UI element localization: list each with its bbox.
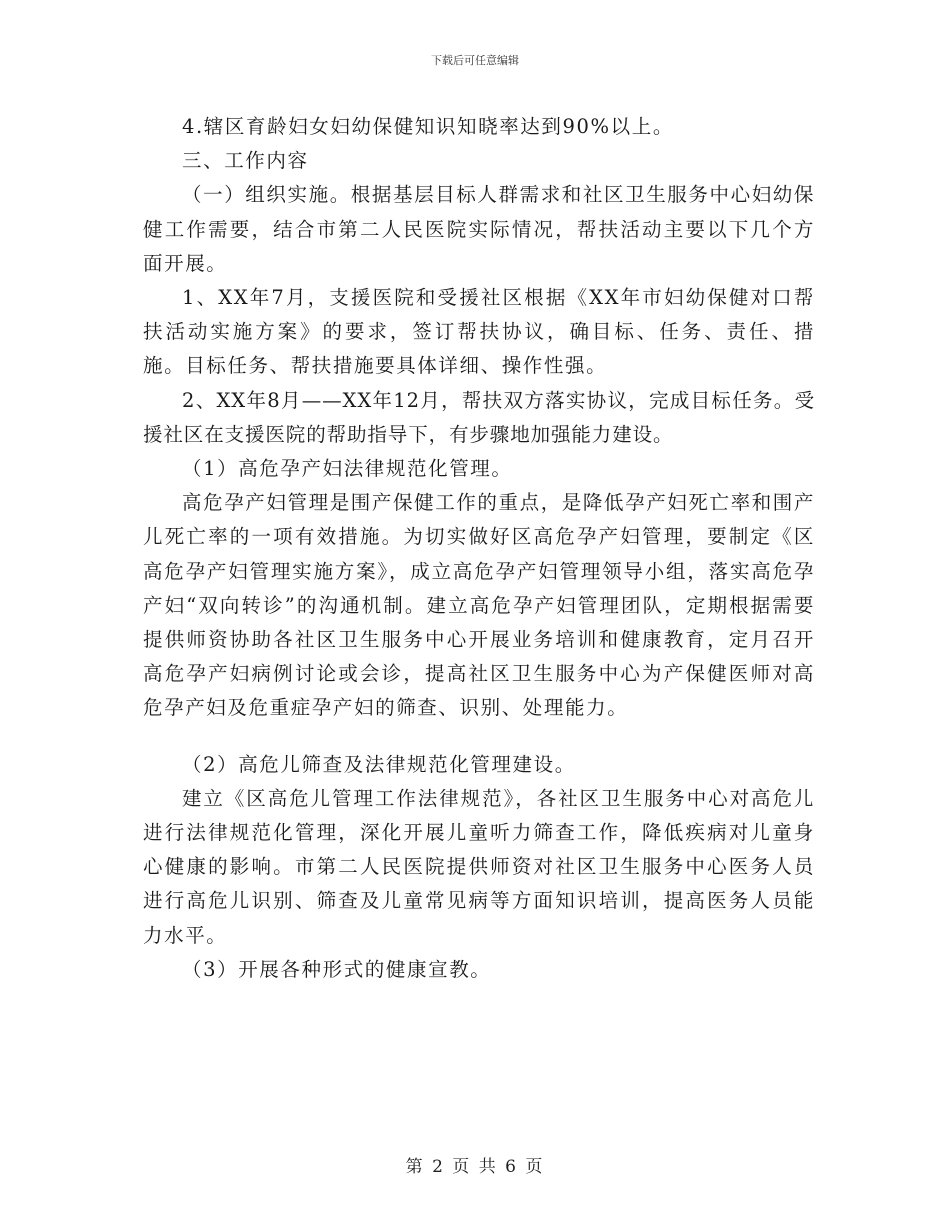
paragraph-organize-implementation: （一）组织实施。根据基层目标人群需求和社区卫生服务中心妇幼保健工作需要，结合市第二人民医院实际情况，帮扶活动主要以下几个方面开展。 [143, 183, 816, 275]
paragraph-item-1: 1、XX年7月，支援医院和受援社区根据《XX年市妇幼保健对口帮扶活动实施方案》的要求，签订帮扶协议，确目标、任务、责任、措施。目标任务、帮扶措施要具体详细、操作性强。 [143, 286, 815, 378]
subheading-health-education: （3）开展各种形式的健康宣教。 [182, 957, 492, 981]
document-body [143, 110, 815, 987]
paragraph-item-2: 2、XX年8月——XX年12月，帮扶双方落实协议，完成目标任务。受援社区在支援医院的帮助指导下，有步骤地加强能力建设。 [143, 388, 815, 446]
paragraph-high-risk-maternal: 高危孕产妇管理是围产保健工作的重点，是降低孕产妇死亡率和围产儿死亡率的一项有效措施。为切实做好区高危孕产妇管理，要制定《区高危孕产妇管理实施方案》，成立高危孕产妇管理领导小组，落实高危孕产妇“双向转诊”的沟通机制。建立高危孕产妇管理团队，定期根据需要提供师资协助各社区卫生服务中心开展业务培训和健康教育，定月召开高危孕产妇病例讨论或会诊，提高社区卫生服务中心为产保健医师对高危孕产妇及危重症孕产妇的筛查、识别、处理能力。 [143, 491, 816, 720]
subheading-high-risk-infant: （2）高危儿筛查及法律规范化管理建设。 [182, 752, 576, 776]
page-header: 下载后可任意编辑 [431, 54, 519, 67]
paragraph-high-risk-infant: 建立《区高危儿管理工作法律规范》，各社区卫生服务中心对高危儿进行法律规范化管理，深化开展儿童听力筛查工作，降低疾病对儿童身心健康的影响。市第二人民医院提供师资对社区卫生服务中心医务人员进行高危儿识别、筛查及儿童常见病等方面知识培训，提高医务人员能力水平。 [143, 786, 815, 947]
paragraph-gap [143, 726, 815, 748]
subheading-high-risk-maternal: （1）高危孕产妇法律规范化管理。 [182, 457, 513, 481]
section-heading-work-content: 三、工作内容 [182, 149, 309, 173]
page-footer: 第 2 页 共 6 页 [405, 1157, 545, 1177]
paragraph-target-4: 4.辖区育龄妇女妇幼保健知识知晓率达到90%以上。 [182, 115, 674, 138]
